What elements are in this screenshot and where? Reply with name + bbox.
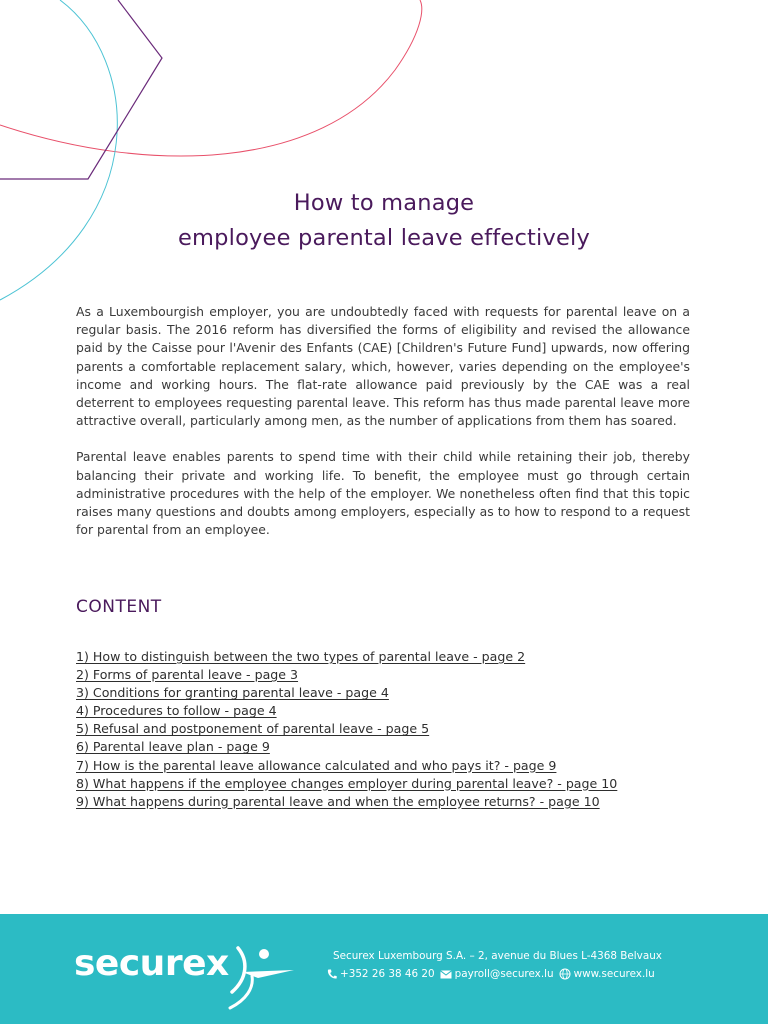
toc-link-4[interactable]: 4) Procedures to follow - page 4 [76, 703, 277, 719]
title-line-2: employee parental leave effectively [177, 225, 591, 251]
email-contact [440, 968, 554, 980]
logo-figure-icon [224, 942, 304, 1012]
envelope-icon [440, 970, 452, 979]
intro-paragraph-1: As a Luxembourgish employer, you are undoubtedly faced with requests for parental leave on a regular basis. The 2016 reform has diversified the forms of eligibility and revised the allowance paid by the Caisse pour l'Avenir des Enfants (CAE) [Children's Future Fund] upwards, now offering parents a comfortable replacement salary, which, however, varies depending on the employee's income and working hours. The flat-rate allowance paid previously by the CAE was a real deterrent to employees requesting parental leave. This reform has thus made parental leave more attractive overall, particularly among men, as the number of applications from them has soared. [76, 304, 690, 429]
toc-item [76, 666, 716, 684]
toc-item [76, 775, 716, 793]
toc-link-6[interactable]: 6) Parental leave plan - page 9 [76, 739, 270, 755]
intro-paragraph-2: Parental leave enables parents to spend time with their child while retaining their job, thereby balancing their private and working life. To benefit, the employee must go through certain administrative procedures with the help of the employer. We nonetheless often find that this topic raises many questions and doubts among employers, especially as to how to respond to a request for parental from an employee. [76, 449, 690, 538]
phone-contact [327, 968, 435, 980]
table-of-contents [76, 648, 716, 811]
toc-link-1[interactable]: 1) How to distinguish between the two types of parental leave - page 2 [76, 649, 526, 664]
intro-text [76, 303, 690, 557]
email-address[interactable]: payroll@securex.lu [454, 968, 554, 980]
toc-link-3[interactable]: 3) Conditions for granting parental leave - page 4 [76, 685, 389, 701]
toc-item [76, 793, 716, 811]
document-title [0, 186, 768, 256]
phone-icon [327, 969, 337, 980]
toc-link-2[interactable]: 2) Forms of parental leave - page 3 [76, 667, 299, 683]
toc-link-9[interactable]: 9) What happens during parental leave and when the employee returns? - page 10 [76, 793, 600, 809]
toc-item [76, 702, 716, 720]
decorative-lines [0, 0, 768, 320]
website-url[interactable]: www.securex.lu [573, 968, 655, 980]
toc-item [76, 738, 716, 756]
content-heading: CONTENT [76, 597, 162, 617]
toc-link-5[interactable]: 5) Refusal and postponement of parental leave - page 5 [76, 721, 430, 737]
toc-item [76, 720, 716, 738]
company-address: Securex Luxembourg S.A. – 2, avenue du Blues L-4368 Belvaux [333, 950, 662, 962]
toc-link-7[interactable]: 7) How is the parental leave allowance calculated and who pays it? - page 9 [76, 757, 557, 773]
toc-item [76, 648, 716, 666]
globe-icon [559, 968, 571, 980]
title-line-1: How to manage [293, 190, 475, 216]
contact-info [327, 968, 660, 980]
toc-item [76, 684, 716, 702]
toc-link-8[interactable]: 8) What happens if the employee changes employer during parental leave? - page 10 [76, 775, 618, 791]
toc-item [76, 757, 716, 775]
logo-text: securex [74, 943, 229, 984]
website-contact [559, 968, 655, 980]
securex-logo [74, 942, 304, 1012]
footer-band [0, 914, 768, 1024]
phone-number[interactable]: +352 26 38 46 20 [340, 968, 435, 980]
